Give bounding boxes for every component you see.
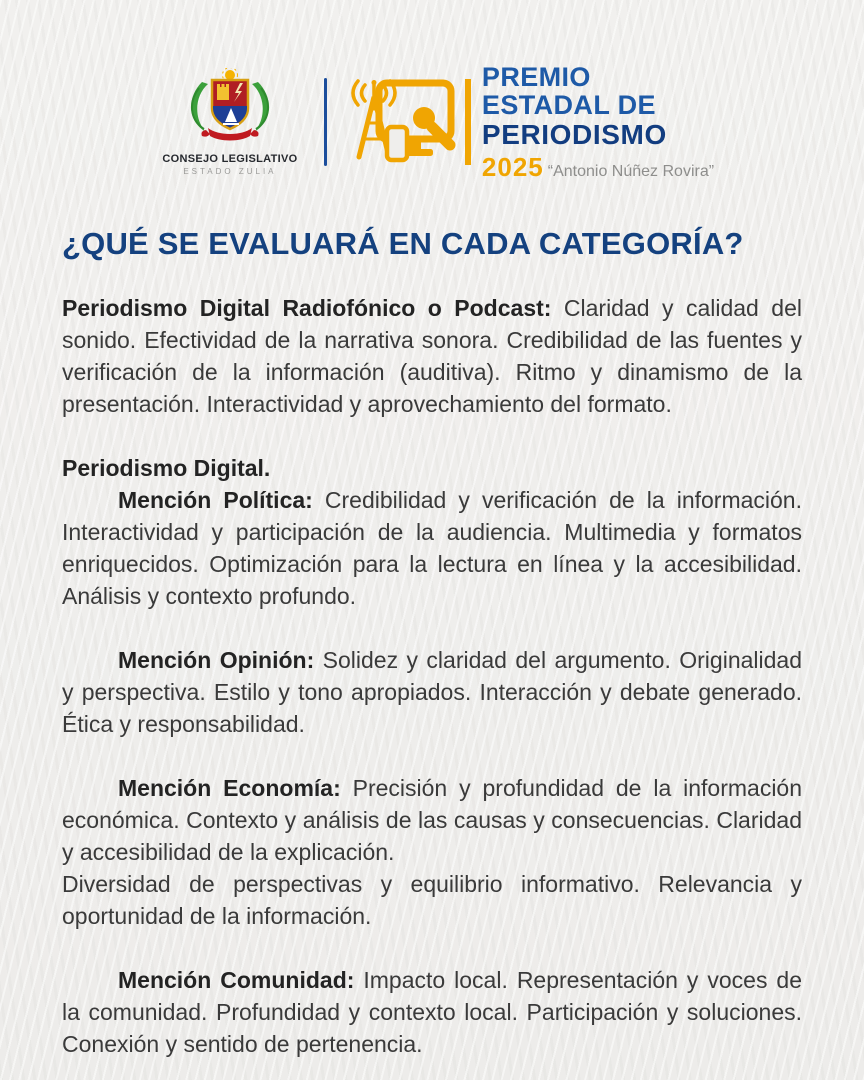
logo-gold-bar xyxy=(465,79,471,165)
paragraph-politica-body: Credibilidad y verificación de la información. Interactividad y participación de la audiencia. Multimedia y formatos enriquecidos. Optimización para la lectura en línea y la accesibilidad. Análisis y contexto profundo. xyxy=(62,487,802,610)
award-honoree: “Antonio Núñez Rovira” xyxy=(547,162,715,180)
award-line3: PERIODISMO xyxy=(481,119,667,151)
zulia-coat-of-arms-icon xyxy=(178,68,282,149)
paragraph-opinion-body: Solidez y claridad del argumento. Originalidad y perspectiva. Estilo y tono apropiados. Interacción y debate generado. Ética y responsabilidad. xyxy=(62,647,802,738)
paragraph-economia-body: Precisión y profundidad de la información económica. Contexto y análisis de las causas y consecuencias. Claridad y accesibilidad de la explicación. xyxy=(62,775,803,866)
header-divider xyxy=(324,78,327,166)
paragraph-mencion-politica xyxy=(62,484,802,612)
paragraph-economia-body2: Diversidad de perspectivas y equilibrio informativo. Relevancia y oportunidad de la información. xyxy=(62,871,802,930)
council-name: CONSEJO LEGISLATIVO xyxy=(162,153,298,166)
paragraph-mencion-comunidad xyxy=(62,964,802,1060)
paragraph-mencion-opinion xyxy=(62,644,802,740)
paragraph-podcast-lead: Periodismo Digital Radiofónico o Podcast: xyxy=(62,295,552,322)
heading-periodismo-digital: Periodismo Digital. xyxy=(62,455,271,482)
award-line1: PREMIO xyxy=(481,62,591,92)
broadcast-media-icon xyxy=(347,77,457,167)
paragraph-economia-lead: Mención Economía: xyxy=(118,775,341,802)
paragraph-mencion-economia xyxy=(62,772,802,932)
council-logo xyxy=(150,68,310,176)
paragraph-podcast-body: Claridad y calidad del sonido. Efectividad de la narrativa sonora. Credibilidad de las fuentes y verificación de la información (auditiva). Ritmo y dinamismo de la presentación. Interactividad y aprovechamiento del formato. xyxy=(62,295,803,418)
award-logotype xyxy=(482,64,714,180)
paragraph-comunidad-lead: Mención Comunidad: xyxy=(118,967,355,994)
criteria-content xyxy=(62,292,802,1060)
paragraph-politica-lead: Mención Política: xyxy=(118,487,313,514)
paragraph-opinion-lead: Mención Opinión: xyxy=(118,647,315,674)
council-subtitle: ESTADO ZULIA xyxy=(183,167,277,177)
paragraph-comunidad-body: Impacto local. Representación y voces de la comunidad. Profundidad y contexto local. Participación y soluciones. Conexión y sentido de pertenencia. xyxy=(62,967,802,1058)
header-logos xyxy=(0,0,864,180)
award-year: 2025 xyxy=(481,151,544,182)
paragraph-podcast xyxy=(62,292,802,420)
page-title: ¿QUÉ SE EVALUARÁ EN CADA CATEGORÍA? xyxy=(62,226,744,262)
award-line2: ESTADAL DE xyxy=(481,89,656,120)
